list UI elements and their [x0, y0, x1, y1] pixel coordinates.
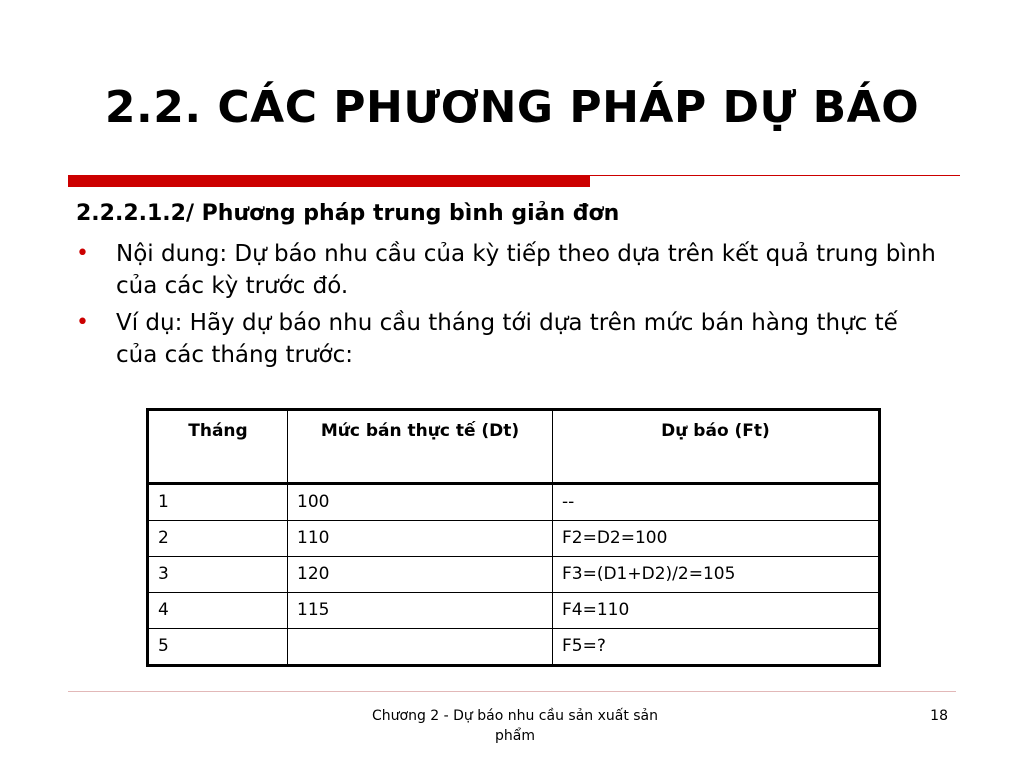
title-underline-thick — [68, 175, 590, 187]
section-subheading: 2.2.2.1.2/ Phương pháp trung bình giản đơn — [76, 201, 620, 226]
header-forecast: Dự báo (Ft) — [553, 410, 880, 484]
cell-month: 4 — [148, 593, 288, 629]
cell-month: 5 — [148, 629, 288, 666]
cell-forecast: -- — [553, 484, 880, 521]
cell-actual: 115 — [288, 593, 553, 629]
table-row — [148, 521, 880, 557]
cell-forecast: F4=110 — [553, 593, 880, 629]
table-row — [148, 484, 880, 521]
bullet-marker-icon: • — [76, 310, 89, 335]
cell-actual: 110 — [288, 521, 553, 557]
table-row — [148, 629, 880, 666]
cell-forecast: F3=(D1+D2)/2=105 — [553, 557, 880, 593]
cell-actual: 100 — [288, 484, 553, 521]
table-row — [148, 593, 880, 629]
cell-actual — [288, 629, 553, 666]
cell-forecast: F2=D2=100 — [553, 521, 880, 557]
cell-month: 1 — [148, 484, 288, 521]
table-row — [148, 557, 880, 593]
cell-forecast: F5=? — [553, 629, 880, 666]
header-month: Tháng — [148, 410, 288, 484]
page-number: 18 — [930, 708, 948, 724]
cell-actual: 120 — [288, 557, 553, 593]
table-header-row — [148, 410, 880, 484]
bullet-text: Nội dung: Dự báo nhu cầu của kỳ tiếp theo dựa trên kết quả trung bình của các kỳ trước đó. — [116, 241, 936, 299]
cell-month: 2 — [148, 521, 288, 557]
title-underline-thin — [590, 175, 960, 176]
bullet-content-definition — [76, 238, 936, 302]
cell-month: 3 — [148, 557, 288, 593]
footer-caption: Chương 2 - Dự báo nhu cầu sản xuất sản phẩm — [371, 708, 659, 744]
bullet-text: Ví dụ: Hãy dự báo nhu cầu tháng tới dựa trên mức bán hàng thực tế của các tháng trước: — [116, 310, 898, 368]
footer-divider — [68, 691, 956, 692]
bullet-example — [76, 307, 936, 371]
header-actual-sales: Mức bán thực tế (Dt) — [288, 410, 553, 484]
bullet-marker-icon: • — [76, 241, 89, 266]
forecast-table — [146, 408, 881, 667]
slide-title: 2.2. CÁC PHƯƠNG PHÁP DỰ BÁO — [104, 82, 920, 133]
